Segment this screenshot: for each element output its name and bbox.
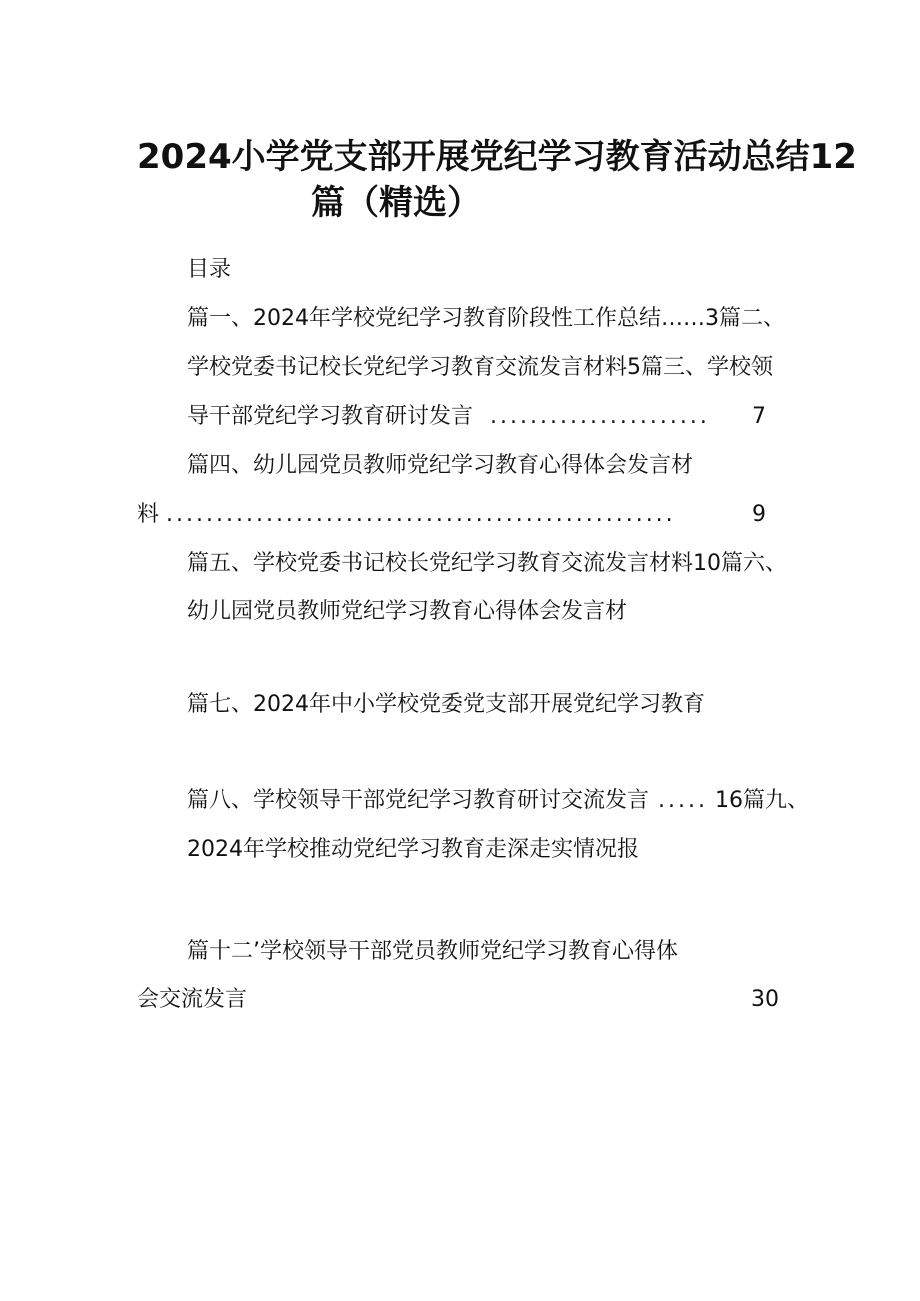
toc-entry-4-cont-text: 料 [137, 502, 160, 527]
toc-entry-8-text: 篇八、学校领导干部党纪学习教育研讨交流发言 [187, 788, 650, 813]
toc-entry-2: 学校党委书记校长党纪学习教育交流发言材料5篇三、学校领 [187, 355, 773, 380]
document-title-line-1: 2024小学党支部开展党纪学习教育活动总结12 [137, 137, 857, 177]
toc-entry-1: 篇一、2024年学校党纪学习教育阶段性工作总结……3篇二、 [187, 306, 785, 331]
toc-entry-4: 篇四、幼儿园党员教师党纪学习教育心得体会发言材 [187, 453, 694, 478]
toc-entry-5: 篇五、学校党委书记校长党纪学习教育交流发言材料10篇六、 [187, 551, 787, 576]
toc-entry-8-leader: ..... [658, 788, 708, 813]
document-title-line-2: 篇（精选） [311, 183, 481, 223]
toc-entry-12-cont: 会交流发言 [137, 987, 248, 1012]
toc-entry-7: 篇七、2024年中小学校党委党支部开展党纪学习教育 [187, 692, 705, 717]
toc-entry-8-row [187, 790, 809, 812]
toc-entry-3-page: 7 [752, 404, 766, 429]
toc-entry-12-page: 30 [751, 987, 779, 1012]
toc-entry-3-leader: ...................... [490, 404, 710, 429]
toc-entry-4-page: 9 [752, 502, 766, 527]
toc-entry-6: 幼儿园党员教师党纪学习教育心得体会发言材 [187, 599, 628, 624]
toc-entry-3-row [187, 406, 710, 428]
toc-entry-3-text: 导干部党纪学习教育研讨发言 [187, 404, 474, 429]
toc-entry-4-cont-row [137, 504, 676, 526]
toc-entry-12: 篇十二’学校领导干部党员教师党纪学习教育心得体 [187, 939, 678, 964]
toc-heading: 目录 [187, 257, 232, 282]
toc-entry-4-leader: ................................................... [166, 502, 676, 527]
toc-entry-9: 2024年学校推动党纪学习教育走深走实情况报 [187, 837, 639, 862]
toc-entry-8-page: 16篇九、 [714, 788, 809, 813]
